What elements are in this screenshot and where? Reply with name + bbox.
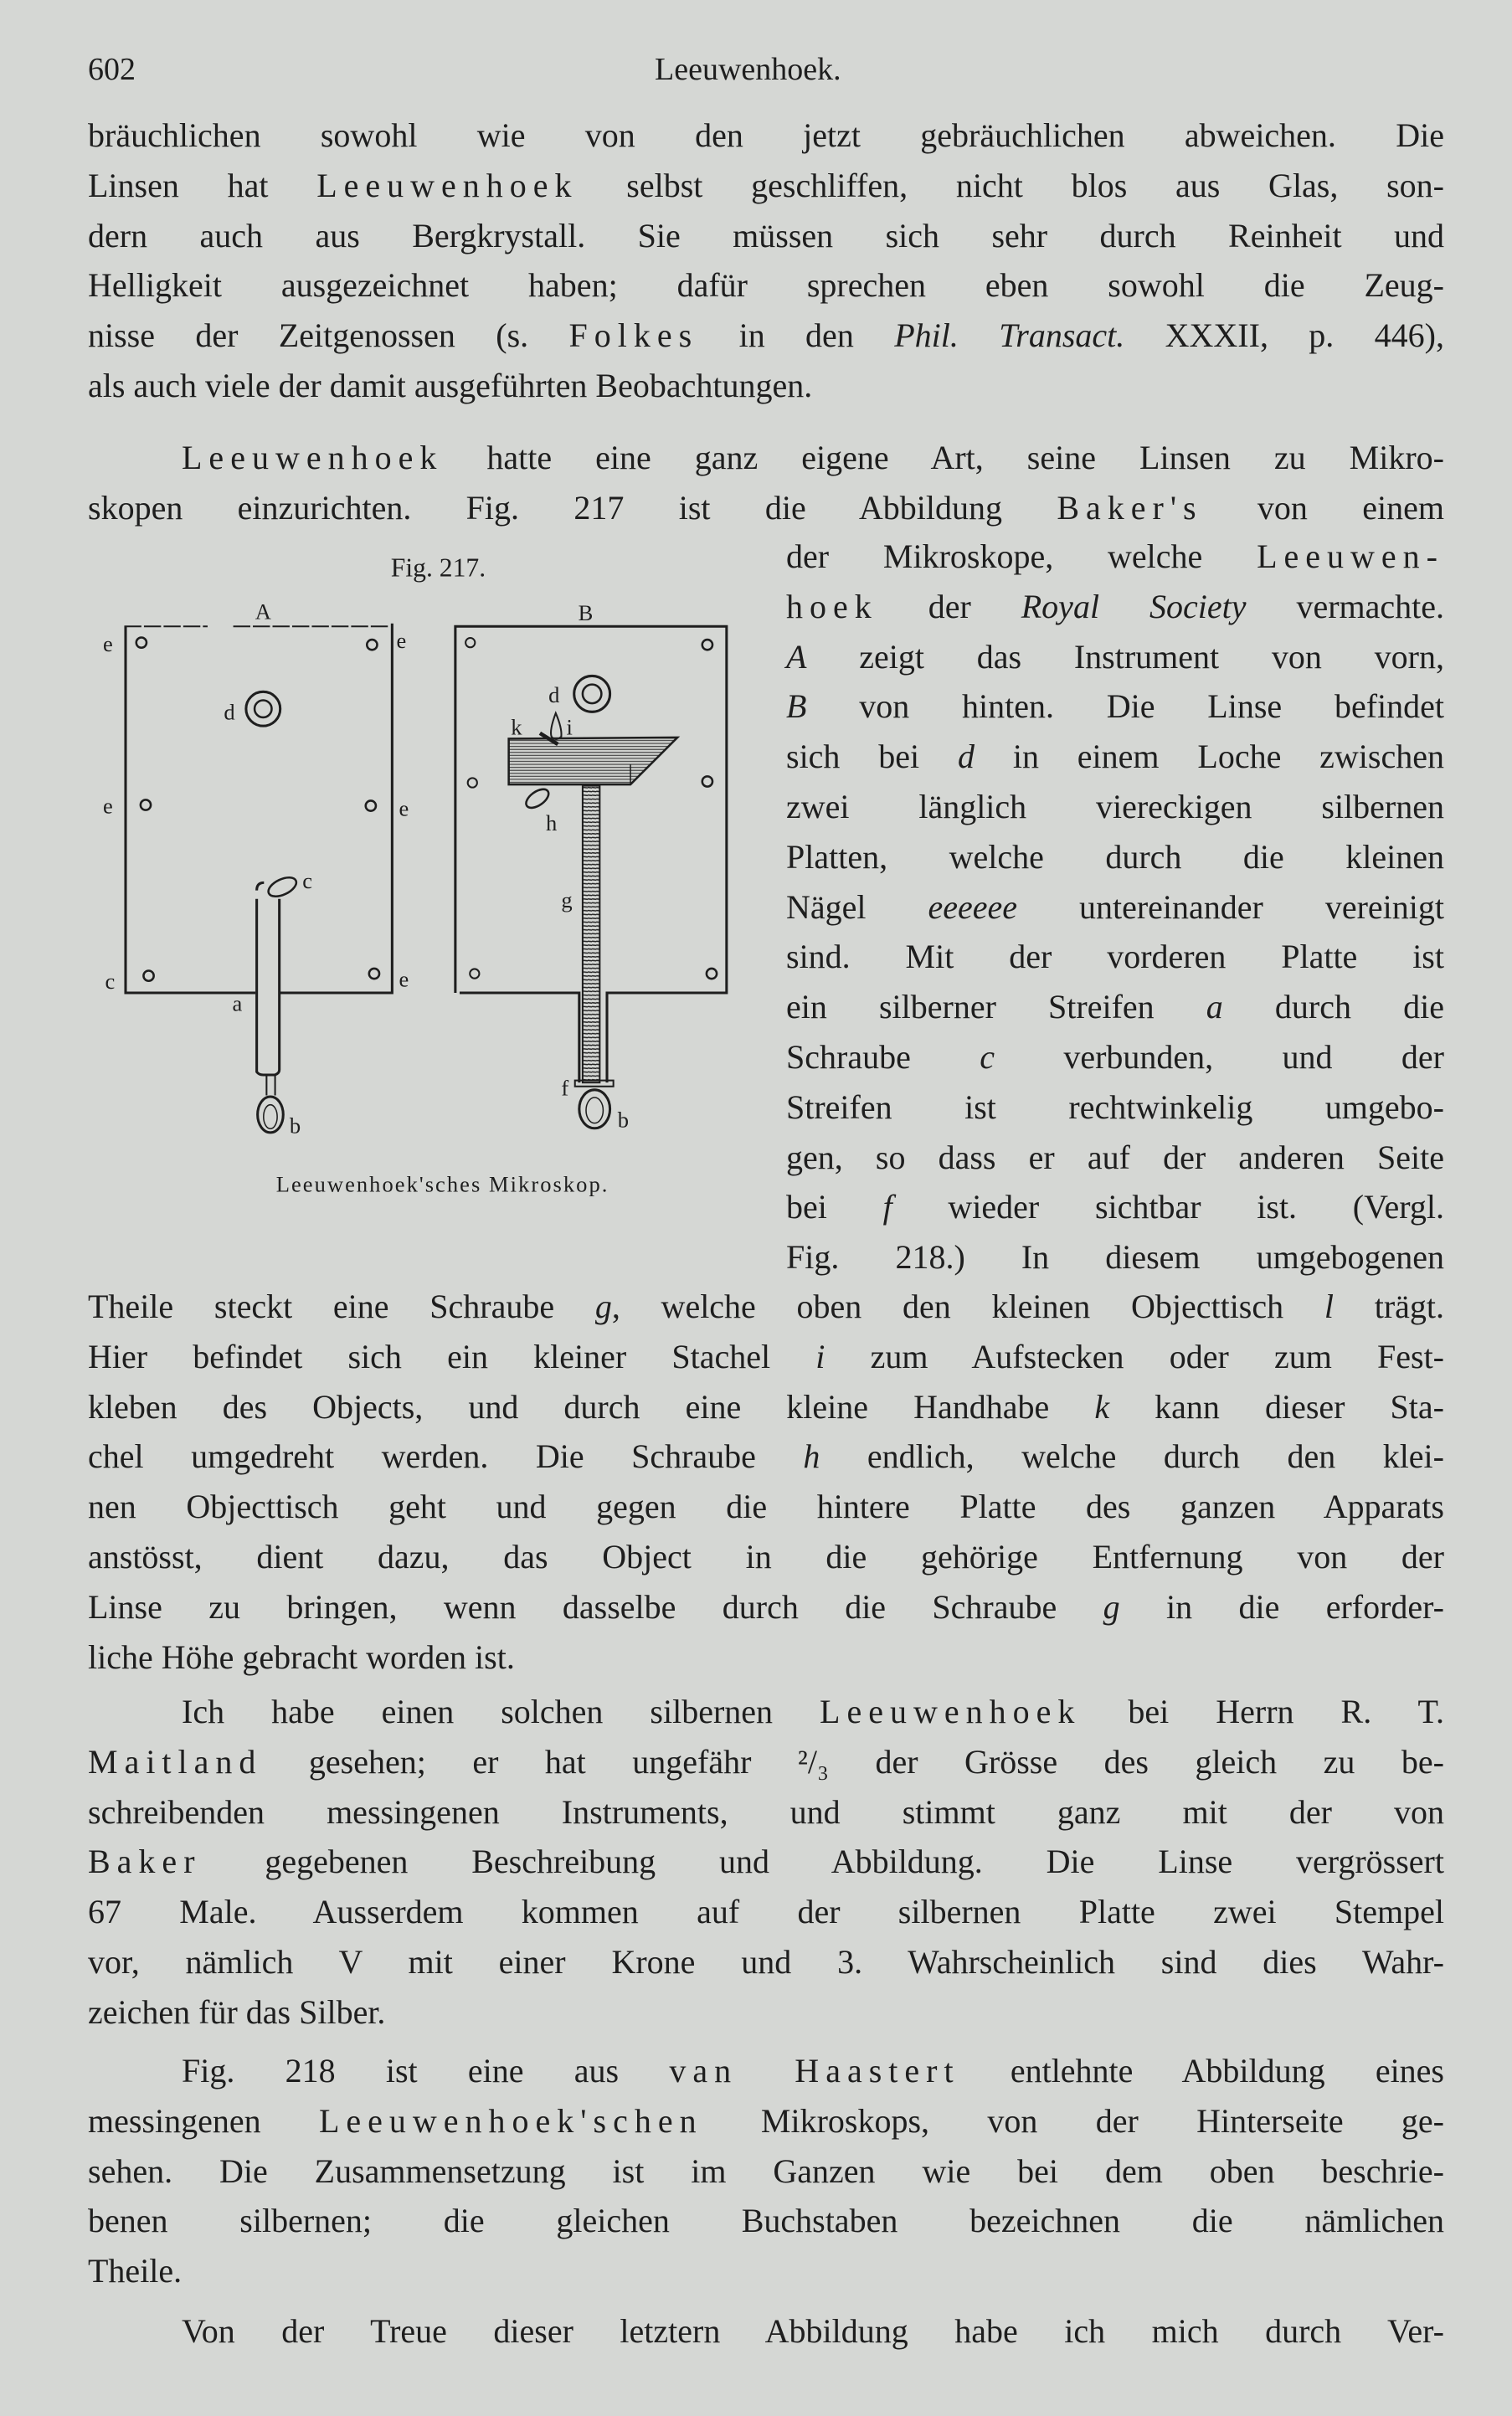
- text-run: Platten, welche durch die kleinen: [786, 837, 1444, 876]
- text-run: Linsen hat: [88, 166, 317, 204]
- italic-text: g: [594, 1288, 612, 1325]
- spaced-name: Folkes: [568, 316, 699, 355]
- text-run: hatte eine ganz eigene Art, seine Linsen zu Mikro-: [443, 439, 1444, 476]
- figure-title: Fig. 217.: [390, 553, 486, 583]
- text-run: Mikroskops, von der Hinterseite ge-: [702, 2101, 1444, 2140]
- text-run: selbst geschliffen, nicht blos aus Glas, son-: [578, 166, 1445, 204]
- object-stage: [509, 738, 678, 784]
- text-run: untereinander vereinigt: [1017, 887, 1444, 926]
- label-B: B: [578, 600, 594, 626]
- screw-h: [523, 785, 552, 811]
- text-run: bei Herrn R. T.: [1081, 1693, 1444, 1730]
- text-line: [88, 2196, 1444, 2246]
- text-run: zwei länglich viereckigen silbernen: [786, 787, 1444, 825]
- text-line: [88, 2046, 1444, 2096]
- paragraph-figure-side-text: [786, 532, 1444, 1283]
- label-e: e: [399, 795, 409, 821]
- text-run: Linse zu bringen, wenn dasselbe durch die Schraube: [88, 1587, 1103, 1626]
- text-line: [88, 1282, 1444, 1332]
- text-run: der: [877, 587, 1021, 625]
- label-e: e: [399, 966, 409, 992]
- text-line: [88, 1332, 1444, 1382]
- text-run: der Mikroskope, welche: [786, 537, 1257, 575]
- paragraph-treue: [88, 2306, 1444, 2357]
- text-run: sehen. Die Zusammensetzung ist im Ganzen wie bei dem oben beschrie-: [88, 2151, 1444, 2190]
- spaced-name: Maitland: [88, 1742, 263, 1781]
- paragraph-fig-218: [88, 2046, 1444, 2296]
- text-run: Theile.: [88, 2252, 183, 2290]
- figure-caption: Leeuwenhoek'sches Mikroskop.: [275, 1171, 609, 1197]
- spaced-name: Baker: [88, 1843, 202, 1881]
- spaced-name: hoek: [786, 587, 878, 625]
- text-run: als auch viele der damit ausgeführten Beobachtungen.: [88, 366, 813, 404]
- text-line: [88, 111, 1444, 161]
- text-line: [88, 161, 1444, 211]
- label-c: c: [105, 968, 116, 994]
- text-run: trägt.: [1333, 1288, 1445, 1325]
- text-line: [786, 1032, 1444, 1082]
- text-line: [88, 361, 1444, 411]
- text-line: [88, 2246, 1444, 2296]
- text-run: nen Objecttisch geht und gegen die hintere Platte des ganzen Apparats: [88, 1488, 1444, 1526]
- text-run: kann dieser Sta-: [1109, 1387, 1444, 1426]
- lens-d-front: [246, 691, 280, 726]
- text-line: [88, 1432, 1444, 1482]
- text-run: vermachte.: [1246, 587, 1445, 625]
- text-run: Ich habe einen solchen silbernen: [182, 1693, 820, 1730]
- text-line: [88, 2306, 1444, 2357]
- text-line: [786, 1133, 1444, 1183]
- label-a: a: [232, 990, 243, 1016]
- running-title: Leeuwenhoek.: [655, 52, 841, 87]
- label-e: e: [102, 793, 113, 819]
- paragraph-maitland: [88, 1687, 1444, 2038]
- italic-text: c: [980, 1037, 995, 1076]
- text-run: bräuchlichen sowohl wie von den jetzt gebräuchlichen abweichen. Die: [88, 116, 1444, 154]
- strip-a: [257, 882, 280, 1075]
- text-line: [786, 632, 1444, 682]
- label-A: A: [255, 599, 271, 625]
- spaced-name: Leeuwenhoek'schen: [318, 2101, 703, 2140]
- text-line: [88, 433, 1444, 483]
- text-line: [786, 982, 1444, 1032]
- screw-g: [583, 786, 599, 1083]
- text-run: entlehnte Abbildung eines: [959, 2052, 1445, 2090]
- text-run: skopen einzurichten. Fig. 217 ist die Abbildung: [88, 488, 1057, 527]
- text-line: [88, 1687, 1444, 1737]
- text-line: [88, 211, 1444, 261]
- text-line: [88, 311, 1444, 361]
- text-run: in die erforder-: [1119, 1587, 1444, 1626]
- text-run: durch die: [1222, 988, 1444, 1026]
- text-line: [88, 1532, 1444, 1582]
- text-run: 67 Male. Ausserdem kommen auf der silbernen Platte zwei Stempel: [88, 1893, 1444, 1931]
- text-run: chel umgedreht werden. Die Schraube: [88, 1437, 804, 1476]
- label-d: d: [224, 699, 235, 725]
- italic-text: g: [1103, 1587, 1120, 1626]
- text-line: [88, 1937, 1444, 1987]
- text-line: [786, 832, 1444, 882]
- text-run: Fig. 218 ist eine aus: [182, 2052, 670, 2090]
- label-d: d: [548, 682, 560, 708]
- text-run: benen silbernen; die gleichen Buchstaben bezeichnen die nämlichen: [88, 2202, 1444, 2240]
- label-b: b: [617, 1107, 630, 1133]
- text-run: XXXII, p. 446),: [1124, 316, 1445, 355]
- paragraph-screw-description: [88, 1282, 1444, 1682]
- text-run: ein silberner Streifen: [786, 988, 1206, 1026]
- text-line: [786, 932, 1444, 982]
- label-i: i: [566, 714, 573, 740]
- italic-text: l: [1324, 1288, 1334, 1325]
- italic-text: A: [786, 637, 807, 676]
- text-line: [786, 882, 1444, 933]
- text-line: [88, 1737, 1444, 1787]
- text-run: , welche oben den kleinen Objecttisch: [611, 1288, 1324, 1325]
- text-run: bei: [786, 1188, 883, 1226]
- text-run: Fig. 218.) In diesem umgebogenen: [786, 1238, 1444, 1277]
- label-e: e: [396, 627, 407, 653]
- text-line: [88, 1837, 1444, 1887]
- italic-text: Royal Society: [1021, 587, 1247, 625]
- label-f: f: [561, 1075, 569, 1101]
- text-line: [786, 782, 1444, 832]
- text-line: [786, 681, 1444, 732]
- text-line: [88, 1382, 1444, 1432]
- panel-b-labels: [511, 600, 629, 1133]
- paragraph-leeuwenhoek-lenses-intro: [88, 433, 1444, 533]
- label-g: g: [561, 887, 573, 912]
- text-line: [88, 1482, 1444, 1532]
- label-k: k: [511, 714, 522, 740]
- text-run: gen, so dass er auf der anderen Seite: [786, 1138, 1444, 1176]
- text-run: von hinten. Die Linse befindet: [806, 687, 1444, 726]
- text-line: [88, 2096, 1444, 2146]
- text-run: in den: [698, 316, 895, 355]
- panel-b-back-view: [455, 626, 727, 1128]
- text-line: [88, 1582, 1444, 1632]
- text-run: schreibenden messingenen Instruments, und stimmt ganz mit der von: [88, 1792, 1444, 1831]
- text-run: endlich, welche durch den klei-: [820, 1437, 1444, 1476]
- panel-a-front-view: [124, 624, 392, 1133]
- text-line: [786, 582, 1444, 632]
- label-b: b: [289, 1113, 301, 1139]
- spike-i: [551, 713, 561, 739]
- italic-text: a: [1206, 988, 1223, 1026]
- text-run: dern auch aus Bergkrystall. Sie müssen sich sehr durch Reinheit und: [88, 216, 1444, 254]
- spaced-name: van Haastert: [669, 2052, 960, 2090]
- text-run: zum Aufstecken oder zum Fest-: [825, 1337, 1445, 1375]
- italic-text: d: [958, 738, 975, 776]
- text-line: [88, 1632, 1444, 1683]
- text-run: von einem: [1202, 488, 1445, 527]
- text-line: [88, 483, 1444, 533]
- spaced-name: Leeuwenhoek: [820, 1693, 1082, 1730]
- text-line: [88, 260, 1444, 311]
- text-line: [786, 732, 1444, 782]
- text-run: sind. Mit der vorderen Platte ist: [786, 938, 1444, 976]
- text-run: Hier befindet sich ein kleiner Stachel: [88, 1337, 816, 1375]
- text-run: anstösst, dient dazu, das Object in die gehörige Entfernung von der: [88, 1537, 1444, 1576]
- text-run: in einem Loche zwischen: [975, 738, 1444, 776]
- text-run: vor, nämlich V mit einer Krone und 3. Wahrscheinlich sind dies Wahr-: [88, 1942, 1444, 1981]
- text-run: sich bei: [786, 738, 958, 776]
- spaced-name: Leeuwen-: [1257, 537, 1444, 575]
- text-run: Streifen ist rechtwinkelig umgebo-: [786, 1087, 1444, 1126]
- text-run: kleben des Objects, und durch eine kleine Handhabe: [88, 1387, 1095, 1426]
- text-run: Helligkeit ausgezeichnet haben; dafür sprechen eben sowohl die Zeug-: [88, 266, 1444, 305]
- text-line: [88, 1987, 1444, 2038]
- spaced-name: Baker's: [1057, 488, 1203, 527]
- text-run: gesehen; er hat ungefähr ²/₃ der Grösse des gleich zu be-: [262, 1742, 1444, 1781]
- spaced-name: Leeuwenhoek: [182, 439, 444, 476]
- text-run: wieder sichtbar ist. (Vergl.: [892, 1188, 1444, 1226]
- text-line: [88, 2146, 1444, 2197]
- text-run: liche Höhe gebracht worden ist.: [88, 1637, 515, 1676]
- label-c: c: [302, 868, 313, 894]
- text-run: zeichen für das Silber.: [88, 1992, 386, 2031]
- italic-text: k: [1094, 1387, 1110, 1426]
- text-run: gegebenen Beschreibung und Abbildung. Die Linse vergrössert: [201, 1843, 1444, 1881]
- page-number: 602: [88, 52, 136, 87]
- italic-text: i: [815, 1337, 825, 1375]
- italic-text: eeeeee: [928, 887, 1018, 926]
- italic-text: f: [882, 1188, 892, 1226]
- text-run: Theile steckt eine Schraube: [88, 1288, 595, 1325]
- text-line: [88, 1787, 1444, 1838]
- paragraph-continuation: [88, 111, 1444, 411]
- text-line: [88, 1887, 1444, 1937]
- label-h: h: [546, 810, 558, 836]
- text-line: [786, 532, 1444, 582]
- text-line: [786, 1232, 1444, 1283]
- figure-217-microscope: [84, 536, 753, 1239]
- text-run: zeigt das Instrument von vorn,: [806, 637, 1444, 676]
- text-run: Nägel: [786, 887, 928, 926]
- italic-text: Phil. Transact.: [894, 316, 1125, 355]
- lens-d-back: [574, 676, 610, 712]
- spaced-name: Leeuwenhoek: [316, 166, 579, 204]
- text-run: nisse der Zeitgenossen (s.: [88, 316, 569, 355]
- text-run: messingenen: [88, 2101, 319, 2140]
- italic-text: B: [786, 687, 807, 726]
- handle-b-front: [258, 1097, 284, 1133]
- label-e: e: [102, 630, 113, 656]
- text-line: [786, 1082, 1444, 1133]
- italic-text: h: [803, 1437, 820, 1476]
- text-run: verbunden, und der: [994, 1037, 1444, 1076]
- screw-c: [265, 874, 299, 901]
- text-line: [786, 1182, 1444, 1232]
- text-run: Von der Treue dieser letztern Abbildung habe ich mich durch Ver-: [182, 2312, 1444, 2350]
- handle-b-back: [579, 1090, 610, 1128]
- text-run: Schraube: [786, 1037, 980, 1076]
